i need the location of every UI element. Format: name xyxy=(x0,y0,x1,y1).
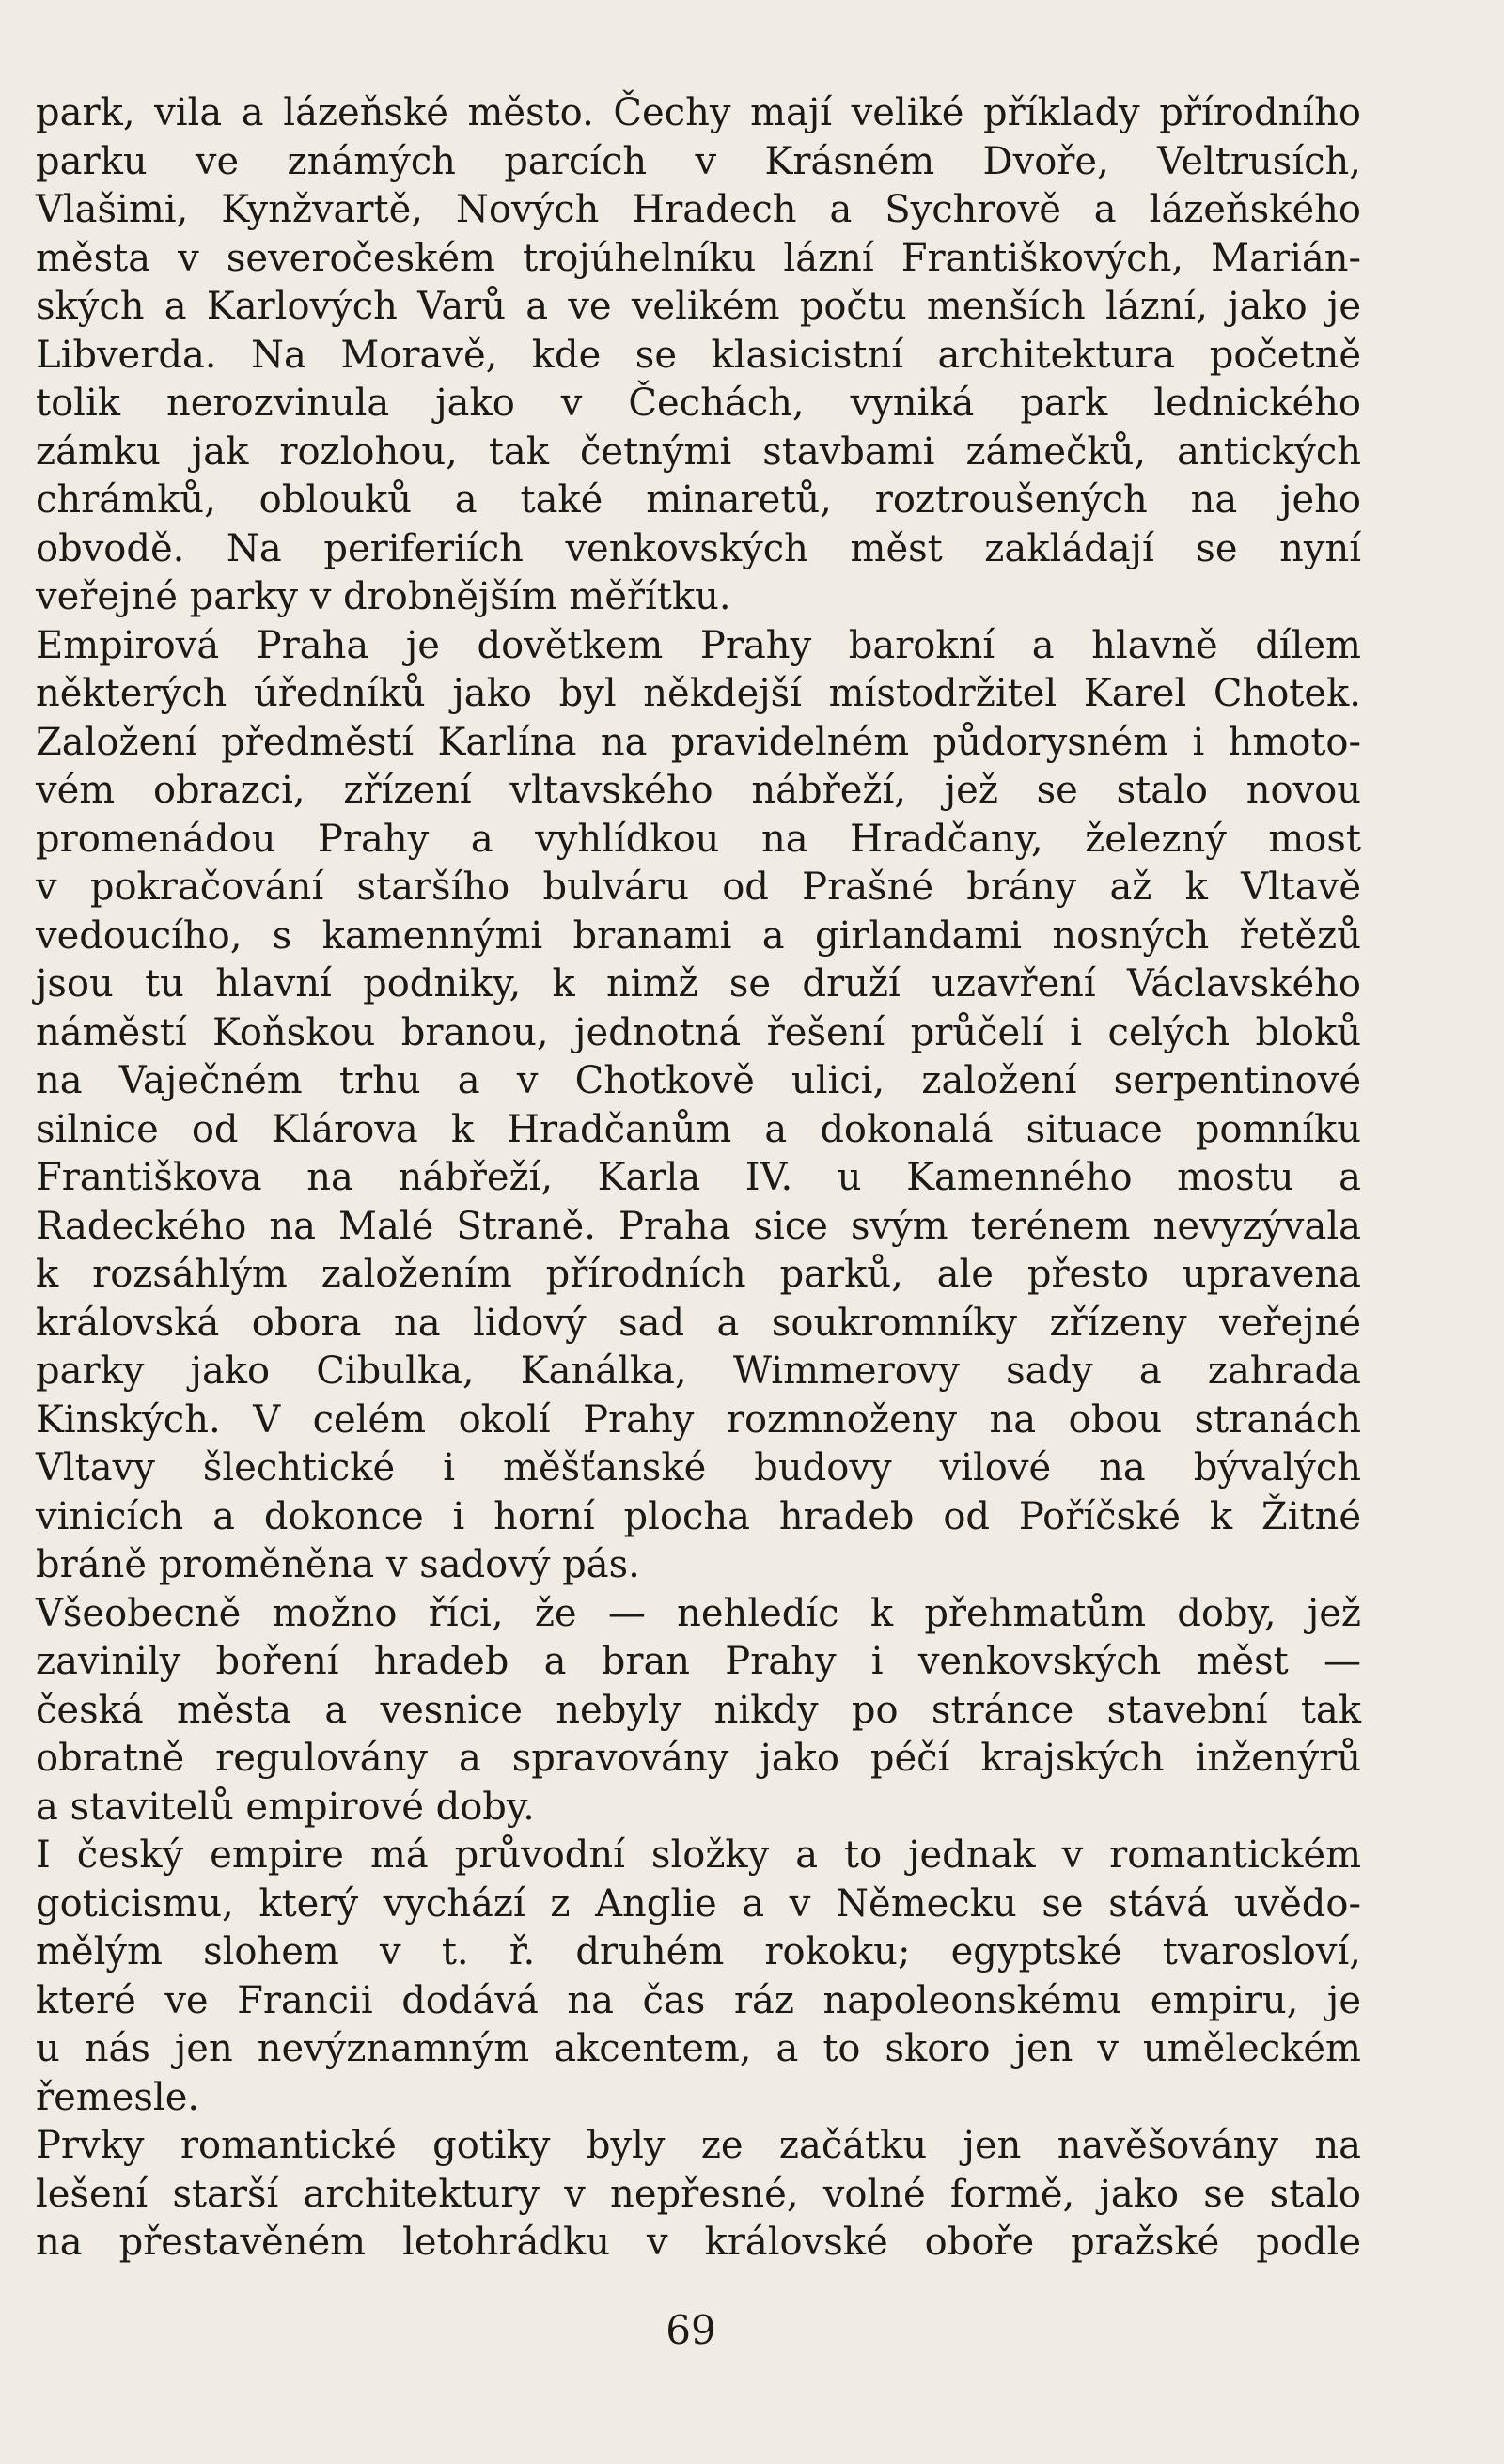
text-line: I český empire má průvodní složky a to jednak v romantickém xyxy=(36,1833,1361,1877)
paragraph-end-line: a stavitelů empirové doby. xyxy=(36,1785,535,1829)
paragraph-end-line: řemesle. xyxy=(36,2075,200,2119)
text-line: parky jako Cibulka, Kanálka, Wimmerovy sady a zahrada xyxy=(36,1349,1361,1393)
text-line: chrámků, oblouků a také minaretů, roztroušených na jeho xyxy=(36,478,1361,522)
text-line: obratně regulovány a spravovány jako péčí krajských inženýrů xyxy=(36,1737,1361,1780)
text-line: goticismu, který vychází z Anglie a v Německu se stává uvědo- xyxy=(36,1881,1361,1926)
text-line: Prvky romantické gotiky byly ze začátku jen navěšovány na xyxy=(36,2124,1361,2167)
text-line: vinicích a dokonce i horní plocha hradeb od Poříčské k Žitné xyxy=(36,1494,1361,1538)
text-line: silnice od Klárova k Hradčanům a dokonalá situace pomníku xyxy=(36,1107,1361,1151)
text-line: na přestavěném letohrádku v královské oboře pražské podle xyxy=(36,2221,1361,2264)
text-line: Kinských. V celém okolí Prahy rozmnoženy na obou stranách xyxy=(36,1397,1361,1442)
text-line: u nás jen nevýznamným akcentem, a to skoro jen v uměleckém xyxy=(36,2027,1361,2070)
page-text-block xyxy=(36,89,1361,2268)
text-line: Empirová Praha je dovětkem Prahy barokní a hlavně dílem xyxy=(36,623,1361,667)
text-line: královská obora na lidový sad a soukromníky zřízeny veřejné xyxy=(36,1301,1361,1345)
text-line: města v severočeském trojúhelníku lázní Františkových, Marián- xyxy=(36,236,1361,280)
text-line: Založení předměstí Karlína na pravidelném půdorysném i hmoto- xyxy=(36,720,1361,764)
text-line: parku ve známých parcích v Krásném Dvoře, Veltrusích, xyxy=(36,139,1361,183)
text-line: Františkova na nábřeží, Karla IV. u Kamenného mostu a xyxy=(36,1156,1361,1199)
text-line: vedoucího, s kamennými branami a girlandami nosných řetězů xyxy=(36,913,1361,958)
text-line: tolik nerozvinula jako v Čechách, vyniká park lednického xyxy=(36,382,1361,425)
text-line: promenádou Prahy a vyhlídkou na Hradčany, železný most xyxy=(36,817,1361,861)
text-line: Vlašimi, Kynžvartě, Nových Hradech a Sychrově a lázeňského xyxy=(36,188,1361,231)
text-line: v pokračování staršího bulváru od Prašné brány až k Vltavě xyxy=(36,866,1361,909)
text-line: ských a Karlových Varů a ve velikém počtu menších lázní, jako je xyxy=(36,285,1361,328)
text-line: k rozsáhlým založením přírodních parků, ale přesto upravena xyxy=(36,1253,1361,1296)
text-line: Radeckého na Malé Straně. Praha sice svým terénem nevyzývala xyxy=(36,1204,1361,1248)
text-line: lešení starší architektury v nepřesné, volné formě, jako se stalo xyxy=(36,2172,1361,2216)
text-line: náměstí Koňskou branou, jednotná řešení průčelí i celých bloků xyxy=(36,1010,1361,1054)
text-line: jsou tu hlavní podniky, k nimž se druží uzavření Václavského xyxy=(36,962,1361,1006)
text-line: které ve Francii dodává na čas ráz napoleonskému empiru, je xyxy=(36,1978,1361,2022)
text-line: mělým slohem v t. ř. druhém rokoku; egyptské tvarosloví, xyxy=(36,1930,1361,1973)
text-line: na Vaječném trhu a v Chotkově ulici, založení serpentinové xyxy=(36,1059,1361,1102)
text-line: zavinily boření hradeb a bran Prahy i venkovských měst — xyxy=(36,1640,1361,1683)
text-line: česká města a vesnice nebyly nikdy po stránce stavební tak xyxy=(36,1688,1361,1732)
text-line: některých úředníků jako byl někdejší místodržitel Karel Chotek. xyxy=(36,672,1361,715)
text-line: park, vila a lázeňské město. Čechy mají veliké příklady přírodního xyxy=(36,91,1361,134)
text-line: Libverda. Na Moravě, kde se klasicistní architektura početně xyxy=(36,333,1361,377)
page-number: 69 xyxy=(666,2307,716,2353)
text-line: Vltavy šlechtické i měšťanské budovy vilové na bývalých xyxy=(36,1446,1361,1489)
text-line: obvodě. Na periferiích venkovských měst zakládají se nyní xyxy=(36,526,1361,570)
paragraph-end-line: veřejné parky v drobnějším měřítku. xyxy=(36,575,731,618)
paragraph-end-line: bráně proměněna v sadový pás. xyxy=(36,1543,640,1586)
text-line: Všeobecně možno říci, že — nehledíc k přehmatům doby, jež xyxy=(36,1591,1361,1635)
text-line: vém obrazci, zřízení vltavského nábřeží, jež se stalo novou xyxy=(36,769,1361,812)
text-line: zámku jak rozlohou, tak četnými stavbami zámečků, antických xyxy=(36,429,1361,474)
